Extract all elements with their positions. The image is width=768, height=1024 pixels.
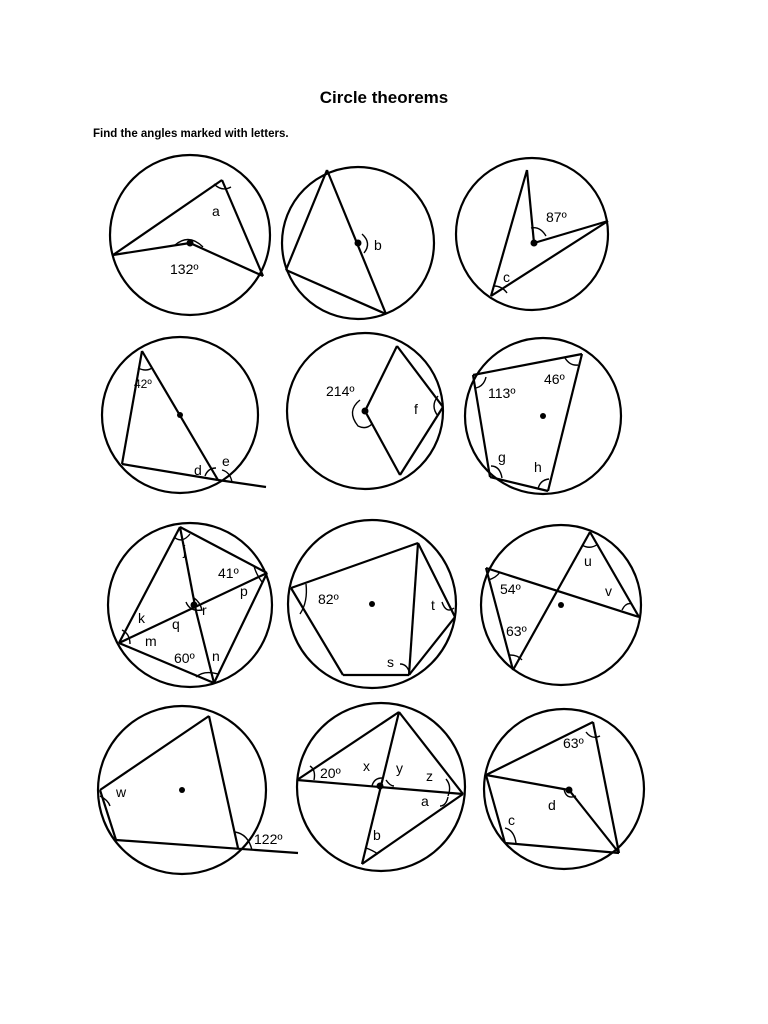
angle-label: 20º	[320, 765, 341, 781]
centre-point	[191, 602, 198, 609]
angle-label: q	[172, 616, 180, 632]
angle-label: u	[584, 553, 592, 569]
angle-label: d	[548, 797, 556, 813]
figure-1	[110, 155, 270, 315]
circle-outline	[456, 158, 608, 310]
figure-3	[456, 158, 608, 310]
figure-5	[287, 333, 443, 489]
angle-label: f	[414, 401, 418, 417]
angle-label: c	[508, 812, 515, 828]
angle-label: v	[605, 583, 612, 599]
angle-label: h	[534, 459, 542, 475]
angle-label: 54º	[500, 581, 521, 597]
figure-4	[102, 337, 266, 493]
angle-label: j	[183, 542, 187, 558]
centre-point	[558, 602, 564, 608]
angle-label: b	[373, 827, 381, 843]
angle-label: 87º	[546, 209, 567, 225]
angle-label: 41º	[218, 565, 239, 581]
figure-6	[465, 338, 621, 494]
centre-point	[369, 601, 375, 607]
instruction-text: Find the angles marked with letters.	[93, 128, 289, 140]
angle-label: r	[202, 602, 207, 618]
angle-label: y	[396, 760, 403, 776]
angle-label: e	[222, 453, 230, 469]
centre-point	[566, 787, 573, 794]
centre-point	[377, 783, 384, 790]
angle-label: s	[387, 654, 394, 670]
centre-point	[355, 240, 362, 247]
angle-label: x	[363, 758, 370, 774]
angle-label: 60º	[174, 650, 195, 666]
angle-label: 63º	[563, 735, 584, 751]
figure-8	[288, 520, 456, 688]
angle-label: t	[431, 597, 435, 613]
angle-label: d	[194, 462, 202, 478]
angle-label: 113º	[488, 385, 516, 401]
figure-11	[297, 703, 465, 871]
figure-2	[282, 167, 434, 319]
figure-9	[481, 525, 641, 685]
angle-label: c	[503, 269, 510, 285]
angle-label: k	[138, 610, 145, 626]
angle-label: a	[212, 203, 220, 219]
angle-label: 42º	[134, 377, 152, 391]
page-title: Circle theorems	[319, 88, 449, 107]
angle-label: 214º	[326, 383, 355, 399]
angle-label: 82º	[318, 591, 339, 607]
centre-point	[362, 408, 369, 415]
angle-label: z	[426, 768, 433, 784]
angle-label: 46º	[544, 371, 565, 387]
centre-point	[540, 413, 546, 419]
angle-label: m	[145, 633, 157, 649]
centre-point	[177, 412, 183, 418]
angle-label: b	[374, 237, 382, 253]
angle-label: 132º	[170, 261, 199, 277]
angle-label: w	[116, 784, 127, 800]
figure-12	[484, 709, 644, 869]
angle-label: g	[498, 449, 506, 465]
angle-label: n	[212, 648, 220, 664]
angle-label: 63º	[506, 623, 527, 639]
figure-7	[108, 523, 272, 687]
centre-point	[179, 787, 185, 793]
figure-10	[98, 706, 298, 874]
centre-point	[531, 240, 538, 247]
angle-label: a	[421, 793, 429, 809]
angle-label: 122º	[254, 831, 283, 847]
angle-label: p	[240, 583, 248, 599]
